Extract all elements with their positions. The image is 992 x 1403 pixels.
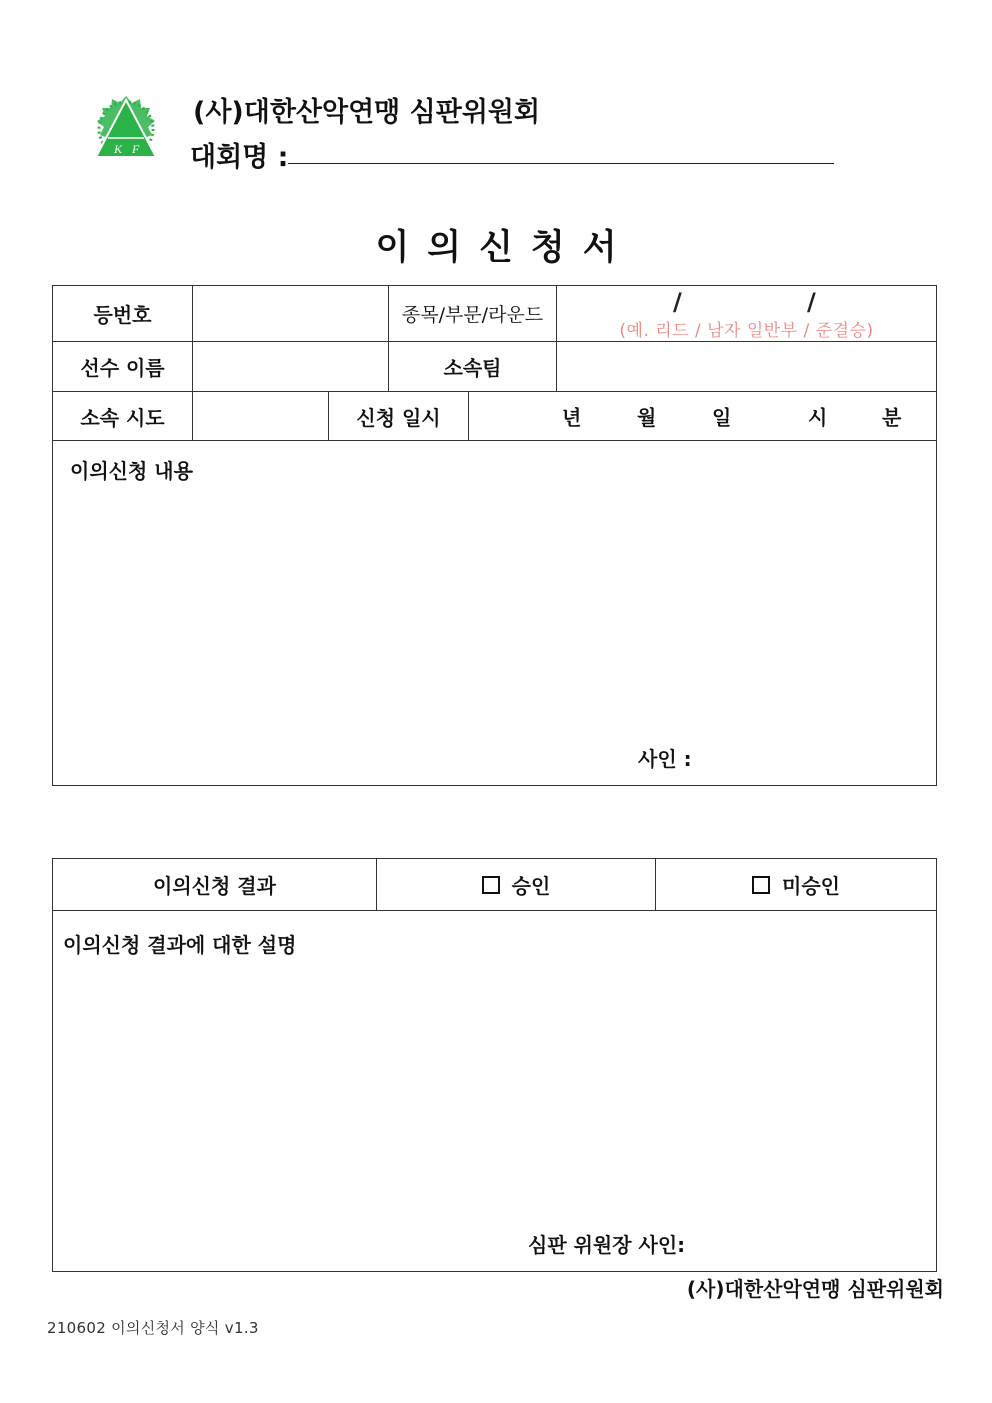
explanation-field[interactable] — [53, 911, 937, 1272]
event-name-field[interactable] — [288, 163, 834, 164]
reject-option[interactable] — [656, 859, 937, 911]
team-label: 소속팀 — [389, 342, 557, 392]
result-form-table — [52, 858, 937, 1272]
approve-checkbox-icon[interactable] — [482, 876, 500, 894]
content-field[interactable] — [53, 441, 937, 786]
logo-letter-f: F — [132, 142, 140, 156]
request-form-table — [52, 285, 937, 786]
athlete-name-field[interactable] — [193, 342, 389, 392]
document-title: 이의신청서 — [375, 228, 635, 268]
bib-number-field[interactable] — [193, 286, 389, 342]
result-label: 이의신청 결과 — [53, 859, 377, 911]
organization-title: (사)대한산악연맹 심판위원회 — [193, 97, 541, 128]
footer-organization: (사)대한산악연맹 심판위원회 — [686, 1277, 944, 1301]
explanation-label: 이의신청 결과에 대한 설명 — [63, 933, 297, 957]
date-unit-hour: 시 — [808, 405, 828, 430]
team-field[interactable] — [557, 342, 937, 392]
kaf-logo — [88, 93, 164, 165]
event-category-label: 종목/부문/라운드 — [389, 286, 557, 342]
athlete-name-label: 선수 이름 — [53, 342, 193, 392]
date-unit-minute: 분 — [882, 405, 902, 430]
signature-label: 사인 : — [638, 747, 692, 771]
date-unit-month: 월 — [637, 405, 657, 430]
event-name-label: 대회명 : — [190, 142, 289, 173]
region-label: 소속 시도 — [53, 392, 193, 441]
category-slash-2: / — [807, 288, 816, 316]
reject-label: 미승인 — [782, 874, 840, 898]
request-datetime-field[interactable] — [469, 392, 937, 441]
event-category-field[interactable] — [557, 286, 937, 342]
category-slash-1: / — [673, 288, 682, 316]
chief-signature-label: 심판 위원장 사인: — [528, 1233, 686, 1257]
region-field[interactable] — [193, 392, 329, 441]
date-unit-day: 일 — [712, 405, 732, 430]
approve-label: 승인 — [511, 874, 551, 898]
request-datetime-label: 신청 일시 — [329, 392, 469, 441]
logo-letter-k: K — [114, 142, 123, 156]
date-unit-year: 년 — [562, 405, 582, 430]
form-version: 210602 이의신청서 양식 v1.3 — [47, 1319, 259, 1337]
event-category-hint: (예. 리드 / 남자 일반부 / 준결승) — [619, 321, 874, 341]
bib-number-label: 등번호 — [53, 286, 193, 342]
approve-option[interactable] — [377, 859, 656, 911]
reject-checkbox-icon[interactable] — [752, 876, 770, 894]
content-label: 이의신청 내용 — [70, 459, 193, 483]
